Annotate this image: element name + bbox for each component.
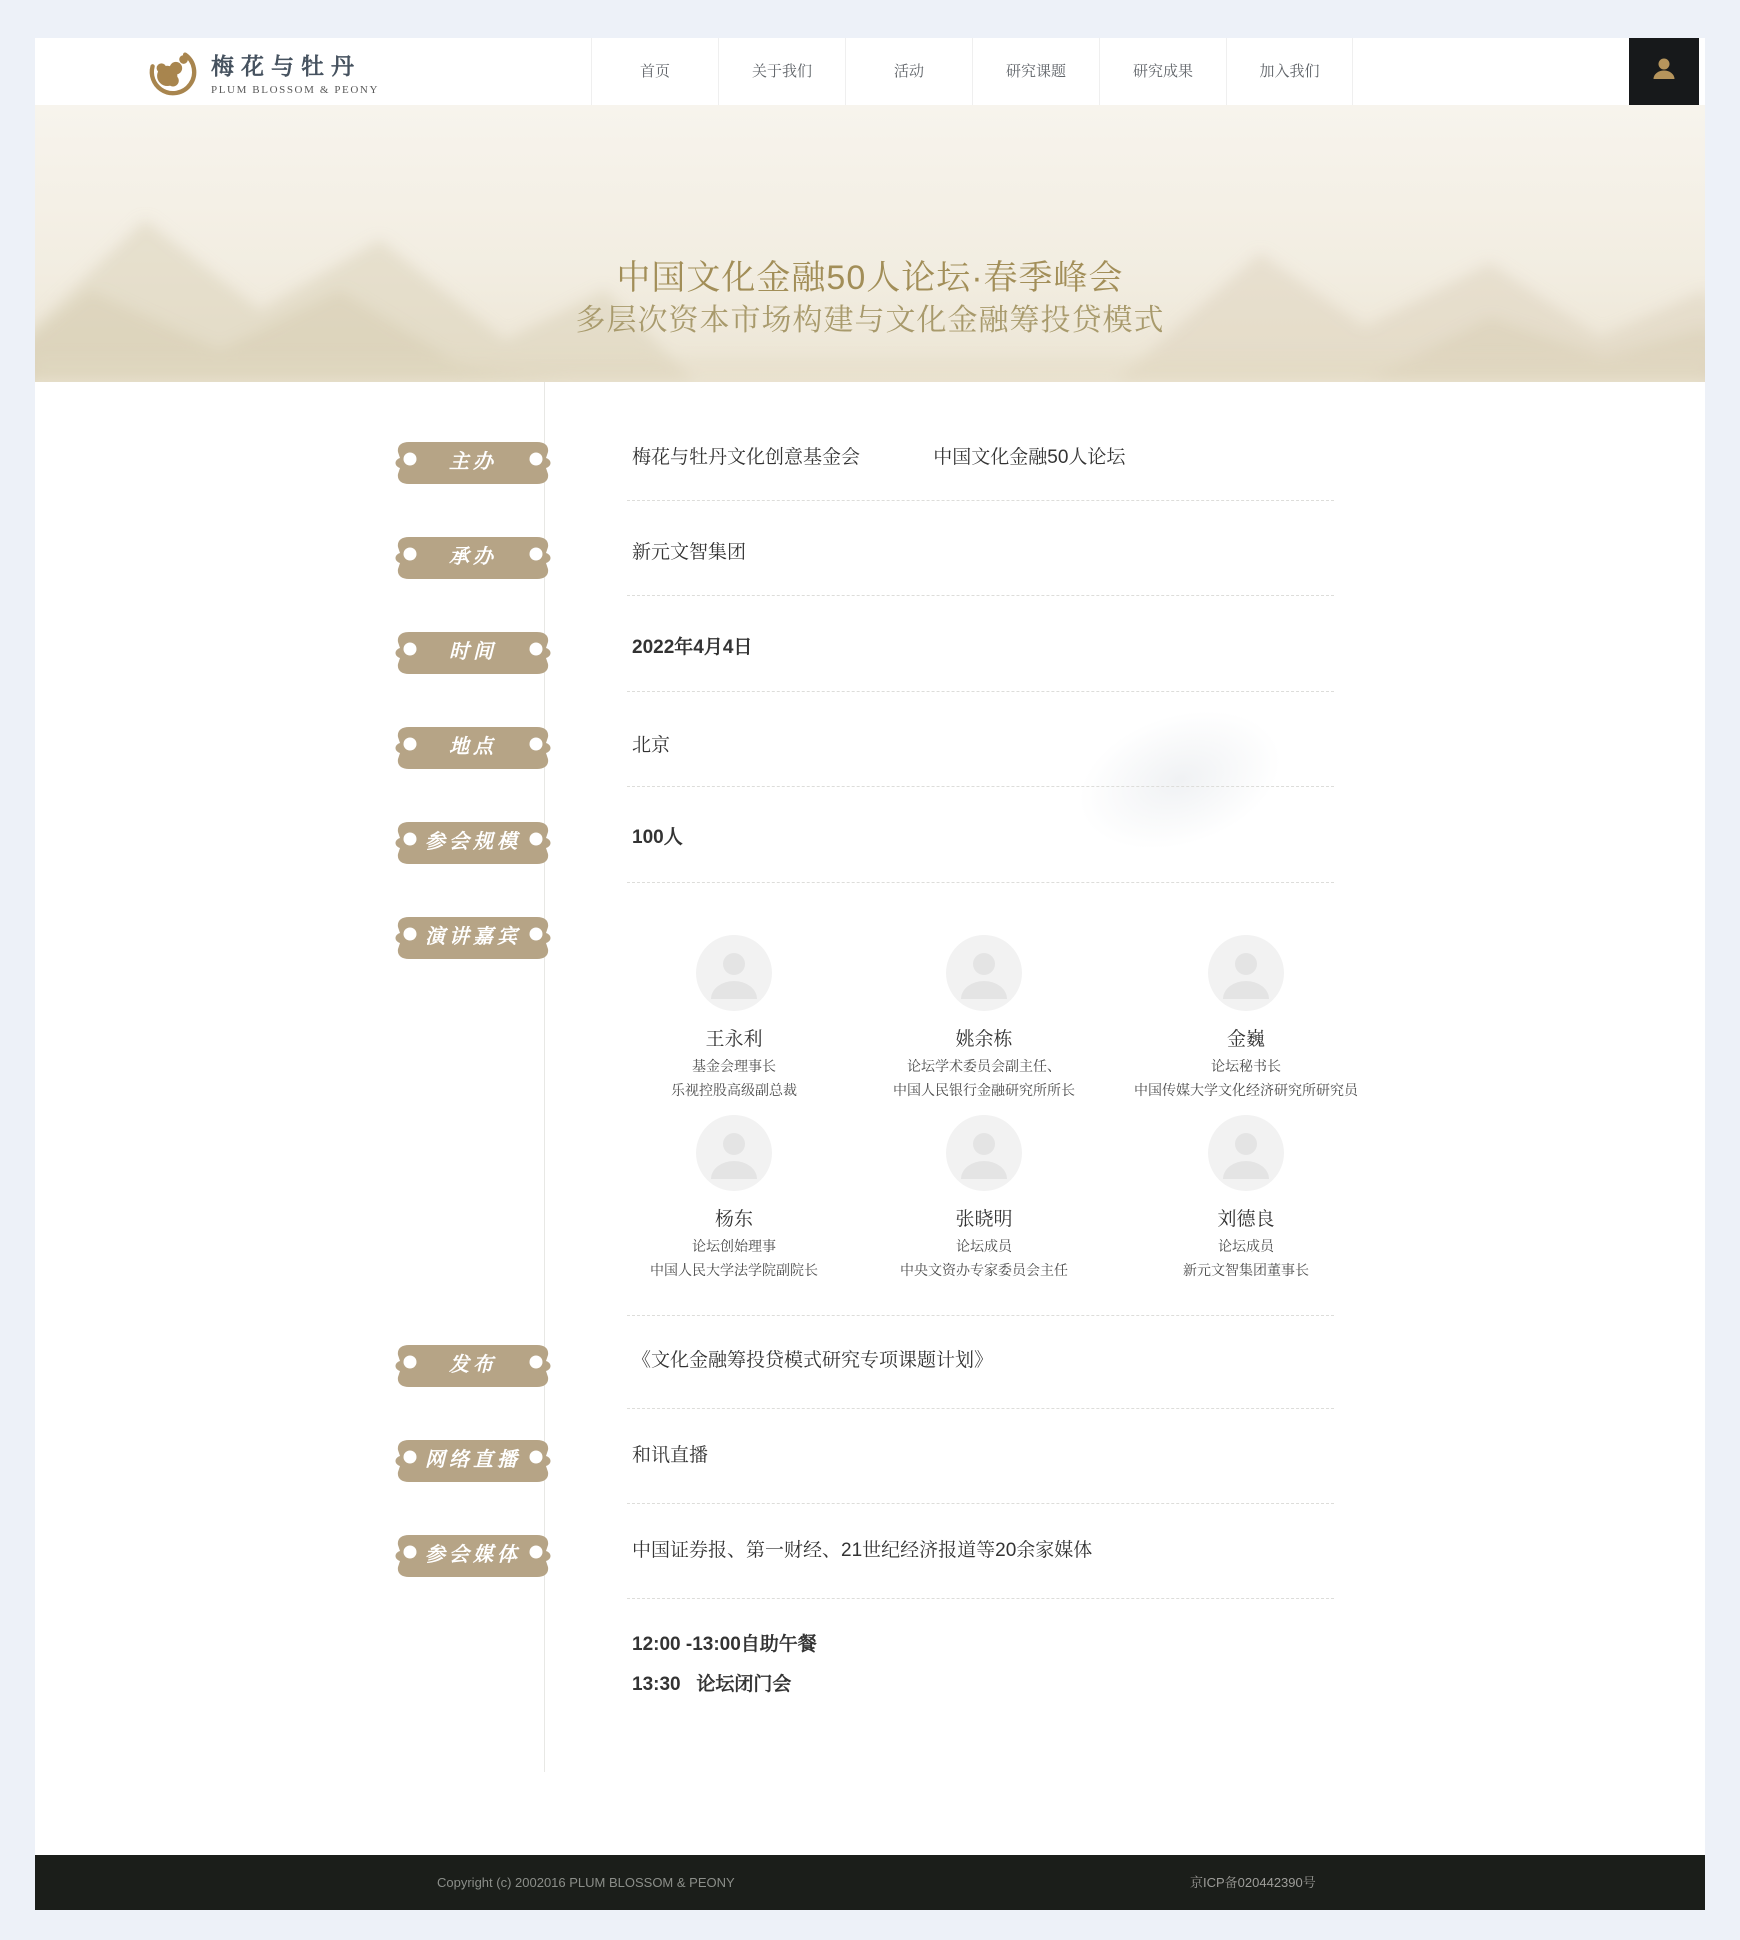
location-value: 北京 [632, 735, 671, 756]
logo-flower-icon [147, 46, 199, 98]
speaker-title: 中国人民银行金融研究所所长 [893, 1082, 1075, 1098]
nav-item-home[interactable]: 首页 [591, 38, 718, 105]
speaker-card [1121, 1115, 1371, 1281]
agenda-block [632, 1630, 817, 1710]
speaker-card [609, 935, 859, 1101]
person-placeholder-icon [696, 1115, 772, 1191]
dotted-divider [627, 1503, 1334, 1504]
speaker-name: 张晓明 [955, 1209, 1013, 1230]
speaker-title: 论坛秘书长 [1211, 1058, 1281, 1074]
main-nav [591, 38, 1353, 105]
time-value: 2022年4月4日 [632, 637, 753, 658]
user-button[interactable] [1629, 38, 1699, 105]
person-placeholder-icon [1208, 1115, 1284, 1191]
icp-number: 京ICP备020442390号 [1190, 1875, 1316, 1890]
release-value: 《文化金融筹投贷模式研究专项课题计划》 [632, 1350, 994, 1371]
speaker-title: 中国传媒大学文化经济研究所研究员 [1134, 1082, 1358, 1098]
avatar [1208, 935, 1284, 1011]
host-value [632, 443, 1372, 473]
speaker-card [859, 935, 1109, 1101]
speaker-name: 姚余栋 [955, 1029, 1013, 1050]
speaker-card [1121, 935, 1371, 1101]
logo-subtitle: PLUM BLOSSOM & PEONY [211, 84, 379, 96]
site-card [35, 38, 1705, 1910]
mountain-art [35, 105, 1705, 382]
section-badge-release [393, 1343, 553, 1389]
avatar [696, 1115, 772, 1191]
speaker-title: 中央文资办专家委员会主任 [900, 1262, 1068, 1278]
hero-banner [35, 105, 1705, 382]
dotted-divider [627, 595, 1334, 596]
hero-subtitle: 多层次资本市场构建与文化金融筹投贷模式 [575, 304, 1165, 337]
logo-text [211, 48, 379, 96]
dotted-divider [627, 882, 1334, 883]
speaker-card [859, 1115, 1109, 1281]
agenda-item: 13:30 论坛闭门会 [632, 1674, 792, 1695]
site-header [35, 38, 1705, 105]
person-placeholder-icon [946, 1115, 1022, 1191]
site-logo[interactable] [147, 44, 379, 100]
section-badge-media [393, 1533, 553, 1579]
person-placeholder-icon [696, 935, 772, 1011]
speaker-title: 论坛成员 [1218, 1238, 1274, 1254]
dotted-divider [627, 1408, 1334, 1409]
organizer-value: 新元文智集团 [632, 542, 747, 563]
avatar [1208, 1115, 1284, 1191]
speaker-title: 乐视控股高级副总裁 [671, 1082, 797, 1098]
speaker-title: 中国人民大学法学院副院长 [650, 1262, 818, 1278]
person-placeholder-icon [1208, 935, 1284, 1011]
user-icon [1649, 54, 1679, 89]
live-value: 和讯直播 [632, 1445, 709, 1466]
section-badge-host [393, 440, 553, 486]
speaker-name: 杨东 [714, 1209, 753, 1230]
badge-label-location: 地点 [449, 736, 497, 758]
hero-title: 中国文化金融50人论坛·春季峰会 [616, 259, 1124, 297]
section-badge-location [393, 725, 553, 771]
speaker-title: 论坛创始理事 [692, 1238, 776, 1254]
nav-item-join[interactable]: 加入我们 [1226, 38, 1353, 105]
dotted-divider [627, 786, 1334, 787]
badge-label-media: 参会媒体 [425, 1544, 521, 1566]
badge-label-speakers: 演讲嘉宾 [425, 926, 521, 948]
logo-title: 梅花与牡丹 [211, 54, 361, 79]
host-org-1: 梅花与牡丹文化创意基金会 [632, 447, 861, 468]
agenda-item: 12:00 -13:00自助午餐 [632, 1634, 817, 1655]
section-badge-organizer [393, 535, 553, 581]
dotted-divider [627, 691, 1334, 692]
nav-item-about[interactable]: 关于我们 [718, 38, 845, 105]
speaker-title: 新元文智集团董事长 [1183, 1262, 1309, 1278]
section-badge-speakers [393, 915, 553, 961]
person-placeholder-icon [946, 935, 1022, 1011]
section-badge-scale [393, 820, 553, 866]
site-footer [35, 1855, 1705, 1910]
nav-item-research[interactable]: 研究课题 [972, 38, 1099, 105]
section-badge-time [393, 630, 553, 676]
badge-label-release: 发布 [449, 1354, 497, 1376]
dotted-divider [627, 1315, 1334, 1316]
speaker-name: 王永利 [705, 1029, 763, 1050]
badge-label-live: 网络直播 [425, 1449, 521, 1471]
section-badge-live [393, 1438, 553, 1484]
nav-item-results[interactable]: 研究成果 [1099, 38, 1226, 105]
dotted-divider [627, 1598, 1334, 1599]
speaker-name: 金巍 [1226, 1029, 1265, 1050]
speaker-title: 论坛学术委员会副主任、 [907, 1058, 1061, 1074]
media-value: 中国证券报、第一财经、21世纪经济报道等20余家媒体 [632, 1540, 1093, 1561]
copyright-text: Copyright (c) 2002016 PLUM BLOSSOM & PEONY [437, 1875, 735, 1890]
badge-label-organizer: 承办 [449, 546, 497, 568]
badge-label-host: 主办 [449, 451, 497, 473]
avatar [946, 935, 1022, 1011]
nav-item-events[interactable]: 活动 [845, 38, 972, 105]
avatar [946, 1115, 1022, 1191]
speaker-title: 论坛成员 [956, 1238, 1012, 1254]
avatar [696, 935, 772, 1011]
speaker-name: 刘德良 [1217, 1209, 1275, 1230]
scale-value: 100人 [632, 827, 683, 848]
speaker-title: 基金会理事长 [692, 1058, 776, 1074]
dotted-divider [627, 500, 1334, 501]
badge-label-time: 时间 [449, 641, 497, 663]
badge-label-scale: 参会规模 [425, 831, 521, 853]
host-org-2: 中国文化金融50人论坛 [933, 447, 1126, 468]
speaker-card [609, 1115, 859, 1281]
